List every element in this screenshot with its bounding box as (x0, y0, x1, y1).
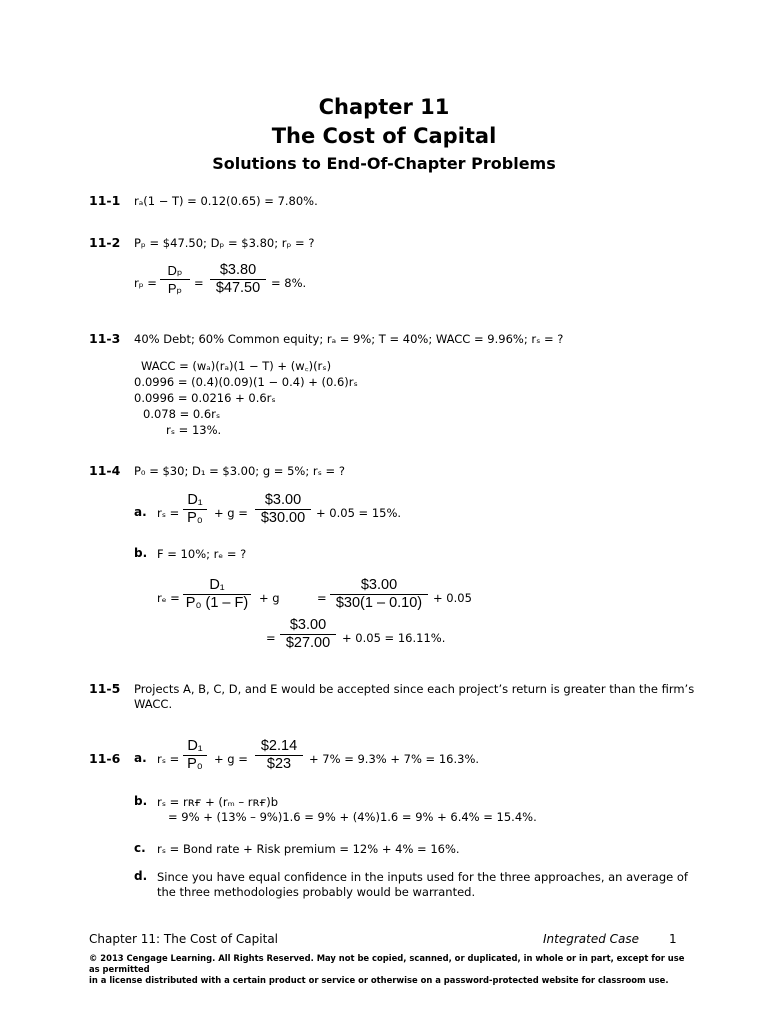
fraction-denominator: P₀ (1 – F) (185, 595, 249, 611)
wacc-line-4: 0.078 = 0.6rₛ (143, 407, 221, 421)
wacc-line-2: 0.0996 = (0.4)(0.09)(1 − 0.4) + (0.6)rₛ (134, 375, 358, 389)
fraction-3.80-over-47.50 (210, 262, 266, 297)
fraction-numerator: D₁ (187, 492, 203, 508)
fraction-numerator: D₁ (209, 577, 225, 593)
problem-number-11-2: 11-2 (89, 235, 121, 250)
part-d-line-1: Since you have equal confidence in the inputs used for the three approaches, an average of (157, 870, 688, 884)
part-b-given: F = 10%; rₑ = ? (157, 547, 247, 561)
problem-number-11-3: 11-3 (89, 331, 121, 346)
footer-chapter-title: Chapter 11: The Cost of Capital (89, 932, 278, 946)
fraction-numerator: $3.00 (289, 617, 327, 633)
part-b-lhs: rₑ = (157, 591, 180, 605)
part-c-label: c. (134, 841, 146, 855)
part-a-mid: + g = (214, 752, 248, 766)
fraction-numerator: $3.80 (219, 262, 257, 278)
fraction-d1-over-p0 (183, 738, 207, 773)
fraction-denominator: $27.00 (285, 635, 331, 651)
fraction-numerator: D₁ (187, 738, 203, 754)
problem-11-5-line-2: WACC. (134, 697, 173, 711)
fraction-numerator: Dₚ (167, 263, 183, 278)
problem-11-2-lhs: rₚ = (134, 276, 157, 290)
part-a-label: a. (134, 751, 147, 765)
problem-number-11-1: 11-1 (89, 193, 121, 208)
equals-sign: = (194, 276, 204, 290)
fraction-d1-over-p0-1-f (183, 577, 251, 612)
part-a-label: a. (134, 505, 147, 519)
fraction-numerator: $2.14 (260, 738, 298, 754)
problem-number-11-4: 11-4 (89, 463, 121, 478)
fraction-denominator: Pₚ (167, 281, 183, 296)
part-b-capm: rₛ = rʀғ + (rₘ – rʀғ)b (157, 795, 279, 809)
problem-11-2-given: Pₚ = $47.50; Dₚ = $3.80; rₚ = ? (134, 236, 315, 250)
part-a-result: + 0.05 = 15%. (316, 506, 402, 520)
fraction-denominator: $23 (266, 756, 292, 772)
part-b-result: + 0.05 = 16.11%. (342, 631, 446, 645)
page-number: 1 (669, 932, 677, 946)
fraction-d1-over-p0 (183, 492, 207, 527)
part-b-calc: = 9% + (13% – 9%)1.6 = 9% + (4%)1.6 = 9% + 6.4% = 15.4%. (168, 810, 537, 824)
part-a-lhs: rₛ = (157, 752, 180, 766)
chapter-number: Chapter 11 (318, 95, 450, 119)
fraction-denominator: P₀ (187, 756, 203, 772)
part-b-label: b. (134, 794, 148, 808)
part-b-eq2: = (266, 631, 276, 645)
part-b-tail: + 0.05 (433, 591, 472, 605)
problem-11-3-given: 40% Debt; 60% Common equity; rₐ = 9%; T = 40%; WACC = 9.96%; rₛ = ? (134, 332, 564, 346)
part-d-line-2: the three methodologies probably would be warranted. (157, 885, 476, 899)
problem-number-11-6: 11-6 (89, 751, 121, 766)
chapter-subtitle: Solutions to End-Of-Chapter Problems (212, 154, 556, 173)
part-b-label: b. (134, 546, 148, 560)
fraction-numerator: $3.00 (360, 577, 398, 593)
fraction-denominator: P₀ (187, 510, 203, 526)
wacc-line-3: 0.0996 = 0.0216 + 0.6rₛ (134, 391, 276, 405)
problem-11-4-given: P₀ = $30; D₁ = $3.00; g = 5%; rₛ = ? (134, 464, 345, 478)
wacc-line-5: rₛ = 13%. (166, 423, 222, 437)
fraction-denominator: $30(1 – 0.10) (335, 595, 423, 611)
fraction-denominator: $47.50 (215, 280, 261, 296)
problem-11-1-text: rₐ(1 − T) = 0.12(0.65) = 7.80%. (134, 194, 318, 208)
fraction-3.00-over-30-1-0.10 (330, 577, 428, 612)
copyright-notice (89, 953, 689, 986)
wacc-line-1: WACC = (wₐ)(rₐ)(1 − T) + (w꜀)(rₛ) (141, 359, 332, 373)
fraction-3.00-over-27.00 (280, 617, 336, 652)
copyright-line-1: © 2013 Cengage Learning. All Rights Reserved. May not be copied, scanned, or duplicated, in whole or in part, except for use as permitted (89, 953, 685, 974)
part-a-lhs: rₛ = (157, 506, 180, 520)
part-a-mid: + g = (214, 506, 248, 520)
problem-11-2-result: = 8%. (271, 276, 307, 290)
fraction-3.00-over-30.00 (255, 492, 311, 527)
fraction-dp-over-pp (160, 262, 190, 297)
fraction-denominator: $30.00 (260, 510, 306, 526)
title-block (0, 94, 768, 175)
part-b-mid: + g (259, 591, 280, 605)
fraction-numerator: $3.00 (264, 492, 302, 508)
fraction-2.14-over-23 (255, 738, 303, 773)
problem-number-11-5: 11-5 (89, 681, 121, 696)
chapter-title: The Cost of Capital (271, 124, 497, 148)
part-a-result: + 7% = 9.3% + 7% = 16.3%. (309, 752, 480, 766)
part-c-text: rₛ = Bond rate + Risk premium = 12% + 4% = 16%. (157, 842, 460, 856)
part-d-label: d. (134, 869, 148, 883)
part-b-eq: = (317, 591, 327, 605)
copyright-line-2: in a license distributed with a certain product or service or otherwise on a password-protected website for classroom use. (89, 975, 669, 985)
footer-section: Integrated Case (543, 932, 640, 946)
problem-11-5-line-1: Projects A, B, C, D, and E would be accepted since each project’s return is greater than the firm’s (134, 682, 695, 696)
